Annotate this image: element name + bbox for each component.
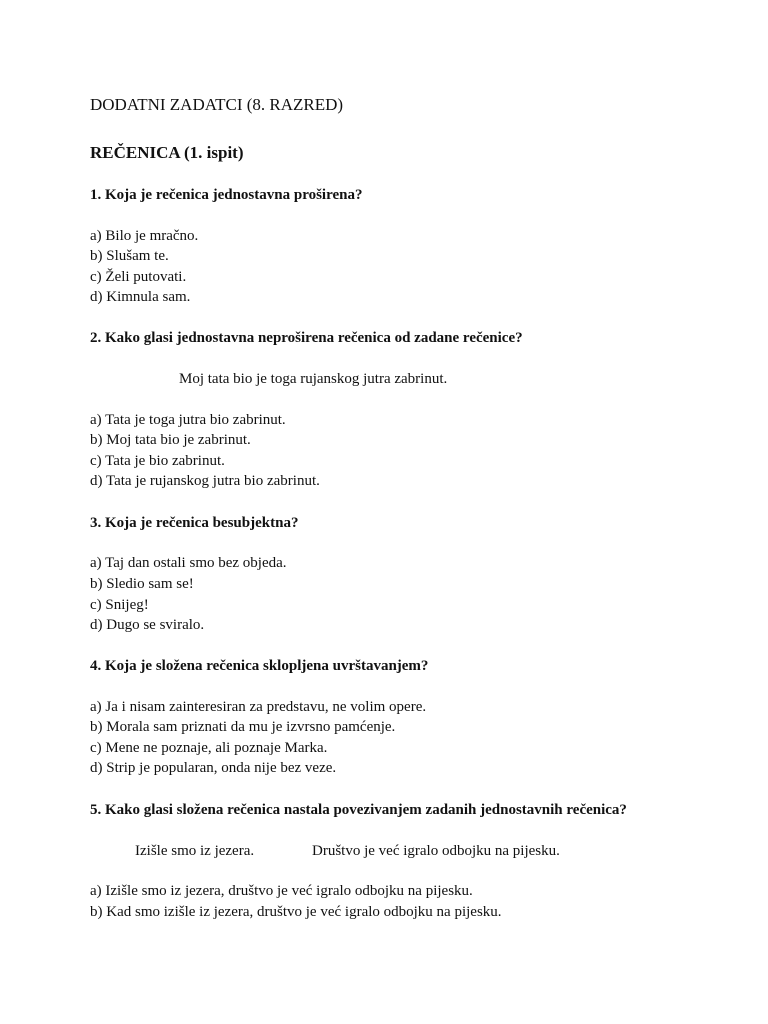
q3-option-a: a) Taj dan ostali smo bez objeda.	[90, 555, 287, 571]
question-3: 3. Koja je rečenica besubjektna?	[90, 515, 299, 531]
question-1: 1. Koja je rečenica jednostavna proširena?	[90, 187, 363, 203]
q4-option-d: d) Strip je popularan, onda nije bez veze.	[90, 760, 337, 776]
q1-option-d: d) Kimnula sam.	[90, 289, 191, 305]
q2-option-a: a) Tata je toga jutra bio zabrinut.	[90, 412, 286, 428]
q5-option-a: a) Izišle smo iz jezera, društvo je već igralo odbojku na pijesku.	[90, 883, 473, 899]
q4-option-a: a) Ja i nisam zainteresiran za predstavu, ne volim opere.	[90, 699, 427, 715]
section-heading: REČENICA (1. ispit)	[90, 143, 244, 162]
q1-option-a: a) Bilo je mračno.	[90, 228, 199, 244]
q3-option-d: d) Dugo se sviralo.	[90, 617, 205, 633]
q3-option-c: c) Snijeg!	[90, 597, 149, 613]
q4-option-b: b) Morala sam priznati da mu je izvrsno pamćenje.	[90, 719, 396, 735]
q3-option-b: b) Sledio sam se!	[90, 576, 194, 592]
q5-option-b: b) Kad smo izišle iz jezera, društvo je već igralo odbojku na pijesku.	[90, 904, 502, 920]
question-2: 2. Kako glasi jednostavna neproširena rečenica od zadane rečenice?	[90, 330, 523, 346]
question-5: 5. Kako glasi složena rečenica nastala povezivanjem zadanih jednostavnih rečenica?	[90, 802, 627, 818]
q4-option-c: c) Mene ne poznaje, ali poznaje Marka.	[90, 740, 328, 756]
q2-given-sentence: Moj tata bio je toga rujanskog jutra zabrinut.	[179, 371, 448, 387]
q1-option-b: b) Slušam te.	[90, 248, 169, 264]
question-4: 4. Koja je složena rečenica sklopljena uvrštavanjem?	[90, 658, 429, 674]
document-title: DODATNI ZADATCI (8. RAZRED)	[90, 95, 344, 114]
q1-option-c: c) Želi putovati.	[90, 269, 187, 285]
q2-option-c: c) Tata je bio zabrinut.	[90, 453, 225, 469]
q5-given-sentence-b: Društvo je već igralo odbojku na pijesku.	[312, 843, 560, 859]
q5-given-sentence-a: Izišle smo iz jezera.	[135, 843, 255, 859]
q2-option-b: b) Moj tata bio je zabrinut.	[90, 432, 251, 448]
q2-option-d: d) Tata je rujanskog jutra bio zabrinut.	[90, 473, 320, 489]
